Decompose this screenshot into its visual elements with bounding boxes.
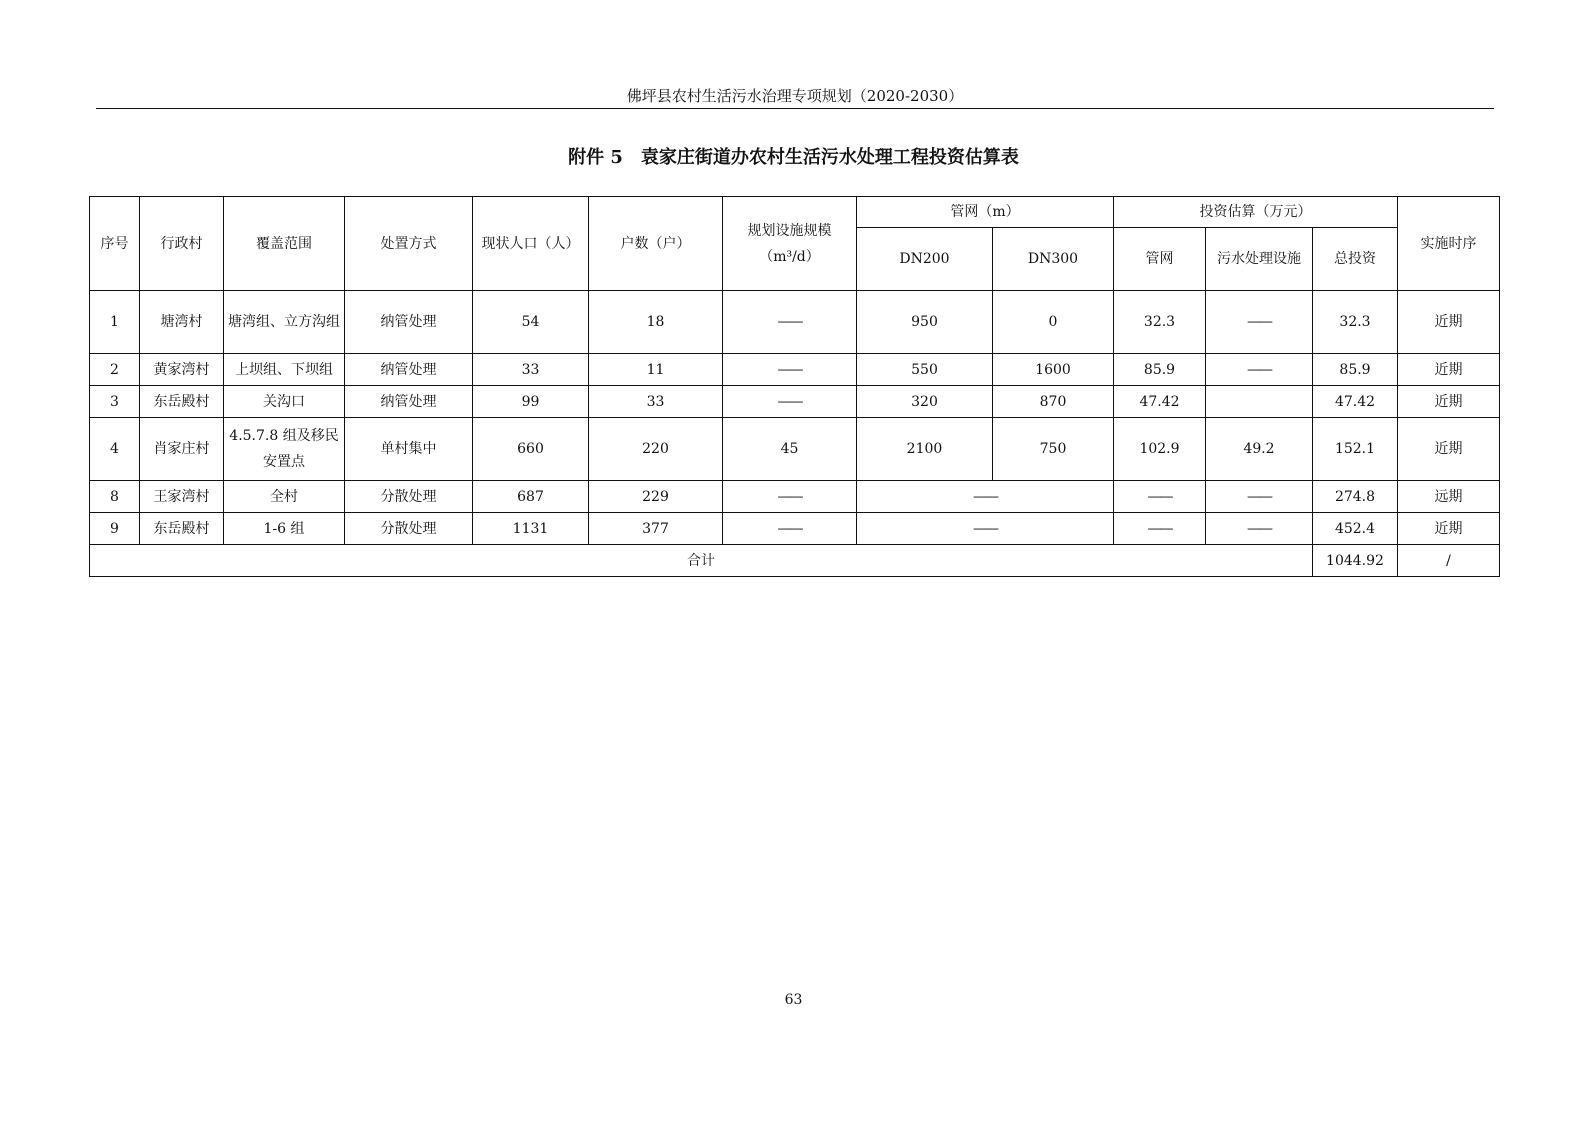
cell-households: 220 bbox=[589, 418, 723, 481]
cell-inv-total: 452.4 bbox=[1313, 513, 1398, 545]
cell-households: 18 bbox=[589, 291, 723, 354]
cell-dn300: 750 bbox=[993, 418, 1114, 481]
cell-population: 99 bbox=[473, 386, 589, 418]
header-inv-facility: 污水处理设施 bbox=[1206, 228, 1313, 291]
cell-dn300: 1600 bbox=[993, 354, 1114, 386]
cell-village: 王家湾村 bbox=[140, 481, 224, 513]
cell-population: 660 bbox=[473, 418, 589, 481]
cell-dn200: 950 bbox=[857, 291, 993, 354]
cell-inv-facility: —— bbox=[1206, 513, 1313, 545]
cell-inv-facility bbox=[1206, 386, 1313, 418]
cell-inv-total: 85.9 bbox=[1313, 354, 1398, 386]
cell-pipe-merged: —— bbox=[857, 513, 1114, 545]
cell-coverage: 塘湾组、立方沟组 bbox=[224, 291, 345, 354]
header-inv-pipe: 管网 bbox=[1114, 228, 1206, 291]
cell-population: 1131 bbox=[473, 513, 589, 545]
table-row bbox=[90, 354, 1500, 386]
total-label: 合计 bbox=[90, 545, 1313, 577]
cell-village: 东岳殿村 bbox=[140, 513, 224, 545]
cell-method: 单村集中 bbox=[345, 418, 473, 481]
cell-population: 33 bbox=[473, 354, 589, 386]
header-method: 处置方式 bbox=[345, 197, 473, 291]
cell-seq: 2 bbox=[90, 354, 140, 386]
cell-method: 分散处理 bbox=[345, 481, 473, 513]
header-seq: 序号 bbox=[90, 197, 140, 291]
header-households: 户数（户） bbox=[589, 197, 723, 291]
cell-households: 33 bbox=[589, 386, 723, 418]
header-coverage: 覆盖范围 bbox=[224, 197, 345, 291]
cell-scale: —— bbox=[723, 291, 857, 354]
header-invest-group: 投资估算（万元） bbox=[1114, 197, 1398, 228]
header-pipe-group: 管网（m） bbox=[857, 197, 1114, 228]
cell-scale: —— bbox=[723, 354, 857, 386]
cell-inv-facility: —— bbox=[1206, 354, 1313, 386]
cell-schedule: 近期 bbox=[1398, 418, 1500, 481]
table-row bbox=[90, 418, 1500, 481]
cell-seq: 1 bbox=[90, 291, 140, 354]
cell-inv-pipe: —— bbox=[1114, 513, 1206, 545]
cell-dn300: 870 bbox=[993, 386, 1114, 418]
cell-coverage: 4.5.7.8 组及移民安置点 bbox=[224, 418, 345, 481]
cell-schedule: 近期 bbox=[1398, 513, 1500, 545]
header-dn200: DN200 bbox=[857, 228, 993, 291]
cell-inv-pipe: 102.9 bbox=[1114, 418, 1206, 481]
header-village: 行政村 bbox=[140, 197, 224, 291]
cell-coverage: 全村 bbox=[224, 481, 345, 513]
cell-coverage: 上坝组、下坝组 bbox=[224, 354, 345, 386]
header-facility-scale-unit: （m³/d） bbox=[759, 248, 820, 265]
cell-households: 377 bbox=[589, 513, 723, 545]
total-row bbox=[90, 545, 1500, 577]
header-dn300: DN300 bbox=[993, 228, 1114, 291]
cell-pipe-merged: —— bbox=[857, 481, 1114, 513]
cell-inv-facility: —— bbox=[1206, 291, 1313, 354]
cell-method: 纳管处理 bbox=[345, 354, 473, 386]
cell-village: 肖家庄村 bbox=[140, 418, 224, 481]
header-facility-scale-label: 规划设施规模 bbox=[747, 222, 832, 239]
cell-method: 分散处理 bbox=[345, 513, 473, 545]
cell-schedule: 近期 bbox=[1398, 354, 1500, 386]
cell-coverage: 关沟口 bbox=[224, 386, 345, 418]
cell-scale: —— bbox=[723, 481, 857, 513]
cell-households: 229 bbox=[589, 481, 723, 513]
cell-inv-pipe: 47.42 bbox=[1114, 386, 1206, 418]
cell-inv-total: 32.3 bbox=[1313, 291, 1398, 354]
cell-village: 黄家湾村 bbox=[140, 354, 224, 386]
running-header: 佛坪县农村生活污水治理专项规划（2020-2030） bbox=[626, 87, 964, 105]
cell-dn200: 550 bbox=[857, 354, 993, 386]
cell-seq: 3 bbox=[90, 386, 140, 418]
cell-scale: 45 bbox=[723, 418, 857, 481]
cell-schedule: 近期 bbox=[1398, 386, 1500, 418]
total-value: 1044.92 bbox=[1313, 545, 1398, 577]
cell-inv-total: 274.8 bbox=[1313, 481, 1398, 513]
table-row bbox=[90, 386, 1500, 418]
cell-scale: —— bbox=[723, 386, 857, 418]
cell-schedule: 近期 bbox=[1398, 291, 1500, 354]
table-row bbox=[90, 513, 1500, 545]
cell-population: 54 bbox=[473, 291, 589, 354]
cell-schedule: 远期 bbox=[1398, 481, 1500, 513]
header-row-1 bbox=[90, 197, 1500, 228]
total-schedule: / bbox=[1398, 545, 1500, 577]
page-number: 63 bbox=[784, 992, 803, 1008]
cell-dn300: 0 bbox=[993, 291, 1114, 354]
header-facility-scale bbox=[723, 197, 857, 291]
cell-method: 纳管处理 bbox=[345, 291, 473, 354]
cell-population: 687 bbox=[473, 481, 589, 513]
cell-households: 11 bbox=[589, 354, 723, 386]
cell-seq: 9 bbox=[90, 513, 140, 545]
cell-inv-facility: —— bbox=[1206, 481, 1313, 513]
cell-coverage: 1-6 组 bbox=[224, 513, 345, 545]
investment-estimate-table bbox=[89, 196, 1500, 577]
document-title: 附件 5 袁家庄街道办农村生活污水处理工程投资估算表 bbox=[568, 147, 1019, 168]
table-row bbox=[90, 291, 1500, 354]
cell-seq: 8 bbox=[90, 481, 140, 513]
cell-inv-pipe: 32.3 bbox=[1114, 291, 1206, 354]
cell-inv-pipe: 85.9 bbox=[1114, 354, 1206, 386]
cell-village: 塘湾村 bbox=[140, 291, 224, 354]
cell-dn200: 2100 bbox=[857, 418, 993, 481]
cell-inv-total: 152.1 bbox=[1313, 418, 1398, 481]
cell-scale: —— bbox=[723, 513, 857, 545]
cell-inv-facility: 49.2 bbox=[1206, 418, 1313, 481]
table-row bbox=[90, 481, 1500, 513]
cell-seq: 4 bbox=[90, 418, 140, 481]
header-rule bbox=[96, 108, 1494, 109]
cell-inv-total: 47.42 bbox=[1313, 386, 1398, 418]
cell-method: 纳管处理 bbox=[345, 386, 473, 418]
cell-village: 东岳殿村 bbox=[140, 386, 224, 418]
cell-inv-pipe: —— bbox=[1114, 481, 1206, 513]
header-inv-total: 总投资 bbox=[1313, 228, 1398, 291]
cell-dn200: 320 bbox=[857, 386, 993, 418]
header-schedule: 实施时序 bbox=[1398, 197, 1500, 291]
header-population: 现状人口（人） bbox=[473, 197, 589, 291]
